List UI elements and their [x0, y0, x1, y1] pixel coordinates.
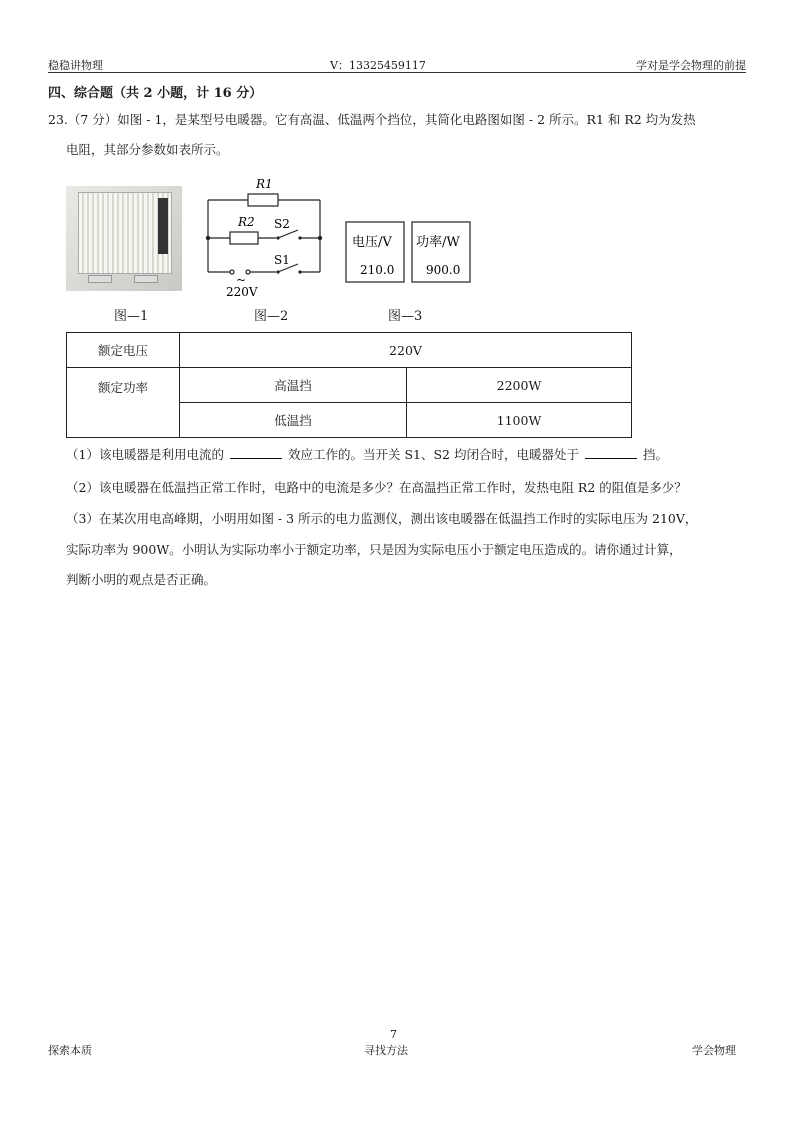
footer-right: 学会物理	[692, 1044, 736, 1057]
answer-blank-1[interactable]	[230, 446, 282, 459]
subquestion-1-part-b: 效应工作的。当开关 S1、S2 均闭合时，电暖器处于	[287, 447, 579, 462]
question-line-1: 23.（7 分）如图 - 1，是某型号电暖器。它有高温、低温两个挡位，其简化电路图如图 - 2 所示。R1 和 R2 均为发热	[48, 112, 696, 127]
heater-control-panel	[158, 198, 168, 254]
subquestion-1-part-a: （1）该电暖器是利用电流的	[66, 447, 224, 462]
header-left: 稳稳讲物理	[48, 59, 103, 72]
subquestion-2: （2）该电暖器在低温挡正常工作时，电路中的电流是多少？在高温挡正常工作时，发热电阻 R2 的阻值是多少？	[66, 480, 687, 495]
circuit-diagram	[200, 172, 330, 300]
subquestion-1	[66, 446, 668, 464]
label-r1: R1	[256, 177, 273, 191]
heater-foot-left	[88, 275, 112, 283]
answer-blank-2[interactable]	[585, 446, 637, 459]
footer-center: 寻找方法	[364, 1044, 408, 1057]
table-row	[67, 333, 632, 368]
low-gear-value: 1100W	[407, 403, 632, 438]
voltage-label: 电压/V	[352, 235, 392, 250]
fig2-caption: 图—2	[254, 309, 289, 324]
resistor-r1	[248, 194, 278, 206]
subquestion-3-line-3: 判断小明的观点是否正确。	[66, 572, 217, 587]
rated-voltage-value: 220V	[180, 333, 632, 368]
high-gear-label: 高温挡	[180, 368, 407, 403]
question-line-2: 电阻，其部分参数如表所示。	[66, 142, 229, 157]
heater-foot-right	[134, 275, 158, 283]
page-number: 7	[390, 1028, 397, 1041]
footer-left: 探索本质	[48, 1044, 92, 1057]
high-gear-value: 2200W	[407, 368, 632, 403]
page-header	[48, 56, 746, 73]
subquestion-3-line-1: （3）在某次用电高峰期，小明用如图 - 3 所示的电力监测仪，测出该电暖器在低温挡工作时的实际电压为 210V，	[66, 511, 698, 526]
resistor-r2	[230, 232, 258, 244]
fig1-caption: 图—1	[114, 309, 149, 324]
fig3-caption: 图—3	[388, 309, 423, 324]
label-s1: S1	[274, 253, 290, 267]
subquestion-3-line-2: 实际功率为 900W。小明认为实际功率小于额定功率，只是因为实际电压小于额定电压造成的。请你通过计算，	[66, 542, 682, 557]
label-r2: R2	[238, 215, 255, 229]
section-title: 四、综合题（共 2 小题，计 16 分）	[48, 86, 263, 101]
voltage-value: 210.0	[360, 263, 395, 277]
table-row	[67, 368, 632, 403]
power-label: 功率/W	[416, 235, 460, 250]
low-gear-label: 低温挡	[180, 403, 407, 438]
header-right: 学对是学会物理的前提	[636, 59, 746, 72]
rated-power-label: 额定功率	[67, 368, 180, 438]
label-s2: S2	[274, 217, 290, 231]
label-source: 220V	[226, 285, 258, 299]
power-monitor	[344, 218, 474, 286]
header-center: V：13325459117	[330, 59, 426, 72]
ac-symbol: ~	[236, 273, 247, 287]
heater-photo	[66, 186, 182, 291]
subquestion-1-part-c: 挡。	[642, 447, 668, 462]
parameter-table	[66, 332, 632, 438]
rated-voltage-label: 额定电压	[67, 333, 180, 368]
power-value: 900.0	[426, 263, 461, 277]
